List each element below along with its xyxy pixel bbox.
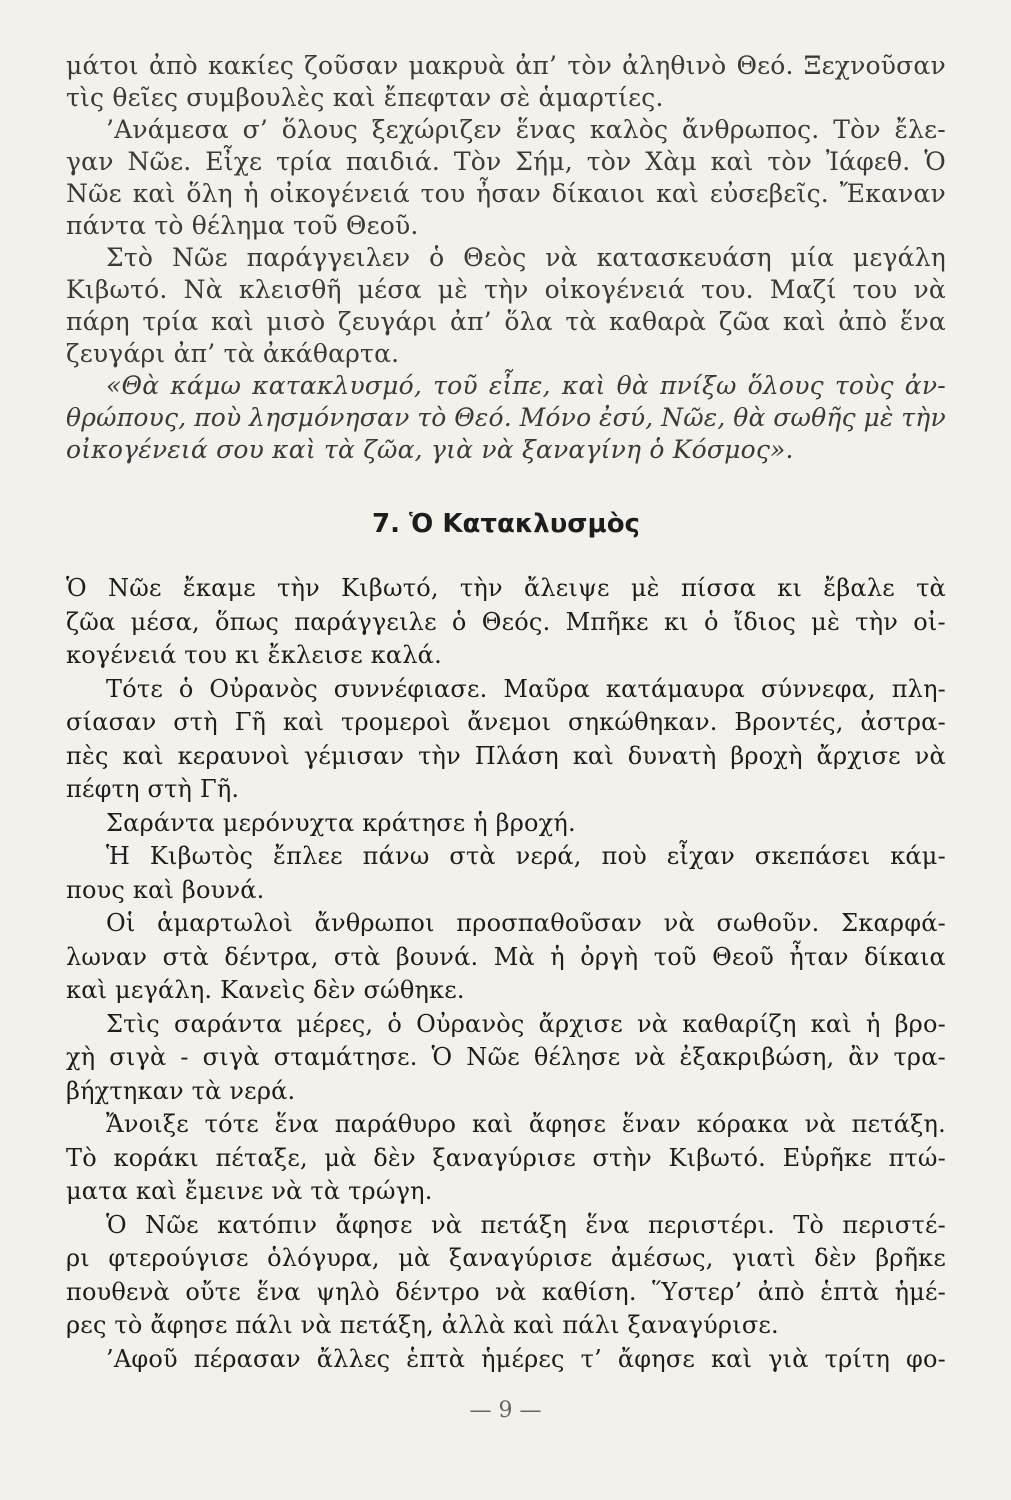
text-line: ματα καὶ ἔμεινε νὰ τὰ τρώγη.: [66, 1177, 433, 1205]
text-line: Ἡ Κιβωτὸς ἔπλεε πάνω στὰ νερά, ποὺ εἶχαν σκεπάσει κάμ-: [106, 842, 946, 870]
text-line: τὶς θεῖες συμβουλὲς καὶ ἔπεφταν σὲ ἁμαρτίες.: [66, 83, 664, 112]
text-line: ζῶα μέσα, ὅπως παράγγειλε ὁ Θεός. Μπῆκε κι ὁ ἴδιος μὲ τὴν οἰ-: [66, 607, 946, 636]
text-line: καὶ μεγάλη. Κανεὶς δὲν σώθηκε.: [66, 976, 465, 1004]
text-line: πάντα τὸ θέλημα τοῦ Θεοῦ.: [66, 211, 419, 240]
text-line: Τὸ κοράκι πέταξε, μὰ δὲν ξαναγύρισε στὴν Κιβωτό. Εὑρῆκε πτώ-: [66, 1143, 946, 1172]
text-line: Κιβωτό. Νὰ κλεισθῆ μέσα μὲ τὴν οἰκογένειά του. Μαζί του νὰ: [66, 275, 946, 304]
text-line: Τότε ὁ Οὐρανὸς συννέφιασε. Μαῦρα κατάμαυρα σύννεφα, πλη-: [106, 674, 946, 703]
quote-line: θρώπους, ποὺ λησμόνησαν τὸ Θεό. Μόνο ἐσύ, Νῶε, θὰ σωθῆς μὲ τὴν: [66, 403, 946, 432]
text-line: Ὁ Νῶε ἔκαμε τὴν Κιβωτό, τὴν ἄλειψε μὲ πίσσα κι ἔβαλε τὰ: [66, 574, 946, 602]
page-number: — 9 —: [469, 1398, 542, 1423]
text-line: πους καὶ βουνά.: [66, 875, 265, 904]
text-line: ζευγάρι ἀπ’ τὰ ἀκάθαρτα.: [66, 339, 400, 368]
text-line: κογένειά του κι ἔκλεισε καλά.: [66, 641, 442, 669]
text-line: πὲς καὶ κεραυνοὶ γέμισαν τὴν Πλάση καὶ δυνατὴ βροχὴ ἄρχισε νὰ: [66, 741, 946, 770]
text-line: Νῶε καὶ ὅλη ἡ οἰκογένειά του ἦσαν δίκαιοι καὶ εὐσεβεῖς. Ἔκαναν: [66, 179, 946, 208]
text-line: πουθενὰ οὔτε ἕνα ψηλὸ δέντρο νὰ καθίση. Ὕστερ’ ἀπὸ ἑπτὰ ἡμέ-: [66, 1277, 946, 1306]
section-flood: [66, 572, 946, 1373]
text-line: λωναν στὰ δέντρα, στὰ βουνά. Μὰ ἡ ὀργὴ τοῦ Θεοῦ ἦταν δίκαια: [66, 942, 946, 971]
text-line: πέφτη στὴ Γῆ.: [66, 775, 240, 803]
text-line: ’Ανάμεσα σ’ ὅλους ξεχώριζεν ἕνας καλὸς ἄνθρωπος. Τὸν ἔλε-: [106, 115, 946, 144]
page-body: [66, 50, 946, 1373]
text-line: ’Αφοῦ πέρασαν ἄλλες ἑπτὰ ἡμέρες τ’ ἄφησε καὶ γιὰ τρίτη φο-: [106, 1344, 946, 1373]
text-line: Σαράντα μερόνυχτα κράτησε ἡ βροχή.: [106, 808, 576, 837]
section-previous: [66, 50, 946, 466]
text-line: Στὸ Νῶε παράγγειλεν ὁ Θεὸς νὰ κατασκευάση μία μεγάλη: [106, 243, 946, 272]
text-line: Ἄνοιξε τότε ἕνα παράθυρο καὶ ἄφησε ἕναν κόρακα νὰ πετάξη.: [106, 1110, 946, 1138]
text-line: χὴ σιγὰ - σιγὰ σταμάτησε. Ὁ Νῶε θέλησε νὰ ἐξακριβώση, ἂν τρα-: [66, 1043, 946, 1071]
text-line: ρι φτερούγισε ὁλόγυρα, μὰ ξαναγύρισε ἀμέσως, γιατὶ δὲν βρῆκε: [66, 1244, 946, 1272]
text-line: Ὁ Νῶε κατόπιν ἄφησε νὰ πετάξη ἕνα περιστέρι. Τὸ περιστέ-: [106, 1210, 946, 1239]
chapter-heading: 7. Ὁ Κατακλυσμὸς: [372, 509, 640, 539]
text-line: γαν Νῶε. Εἶχε τρία παιδιά. Τὸν Σήμ, τὸν Χὰμ καὶ τὸν Ἰάφεθ. Ὁ: [66, 147, 946, 176]
quote-line: οἰκογένειά σου καὶ τὰ ζῶα, γιὰ νὰ ξαναγίνη ὁ Κόσμος».: [66, 435, 794, 464]
text-line: βήχτηκαν τὰ νερά.: [66, 1076, 296, 1105]
text-line: σίασαν στὴ Γῆ καὶ τρομεροὶ ἄνεμοι σηκώθηκαν. Βροντές, ἀστρα-: [66, 708, 946, 736]
text-line: πάρη τρία καὶ μισὸ ζευγάρι ἀπ’ ὅλα τὰ καθαρὰ ζῶα καὶ ἀπὸ ἕνα: [66, 307, 946, 336]
text-line: ρες τὸ ἄφησε πάλι νὰ πετάξη, ἀλλὰ καὶ πάλι ξαναγύρισε.: [66, 1311, 779, 1339]
text-line: Στὶς σαράντα μέρες, ὁ Οὐρανὸς ἄρχισε νὰ καθαρίζη καὶ ἡ βρο-: [106, 1009, 946, 1038]
text-line: Οἱ ἁμαρτωλοὶ ἄνθρωποι προσπαθοῦσαν νὰ σωθοῦν. Σκαρφά-: [106, 909, 946, 937]
text-line: μάτοι ἀπὸ κακίες ζοῦσαν μακρυὰ ἀπ’ τὸν ἀληθινὸ Θεό. Ξεχνοῦσαν: [66, 51, 946, 80]
quote-line: «Θὰ κάμω κατακλυσμό, τοῦ εἶπε, καὶ θὰ πνίξω ὅλους τοὺς ἀν-: [106, 371, 946, 400]
